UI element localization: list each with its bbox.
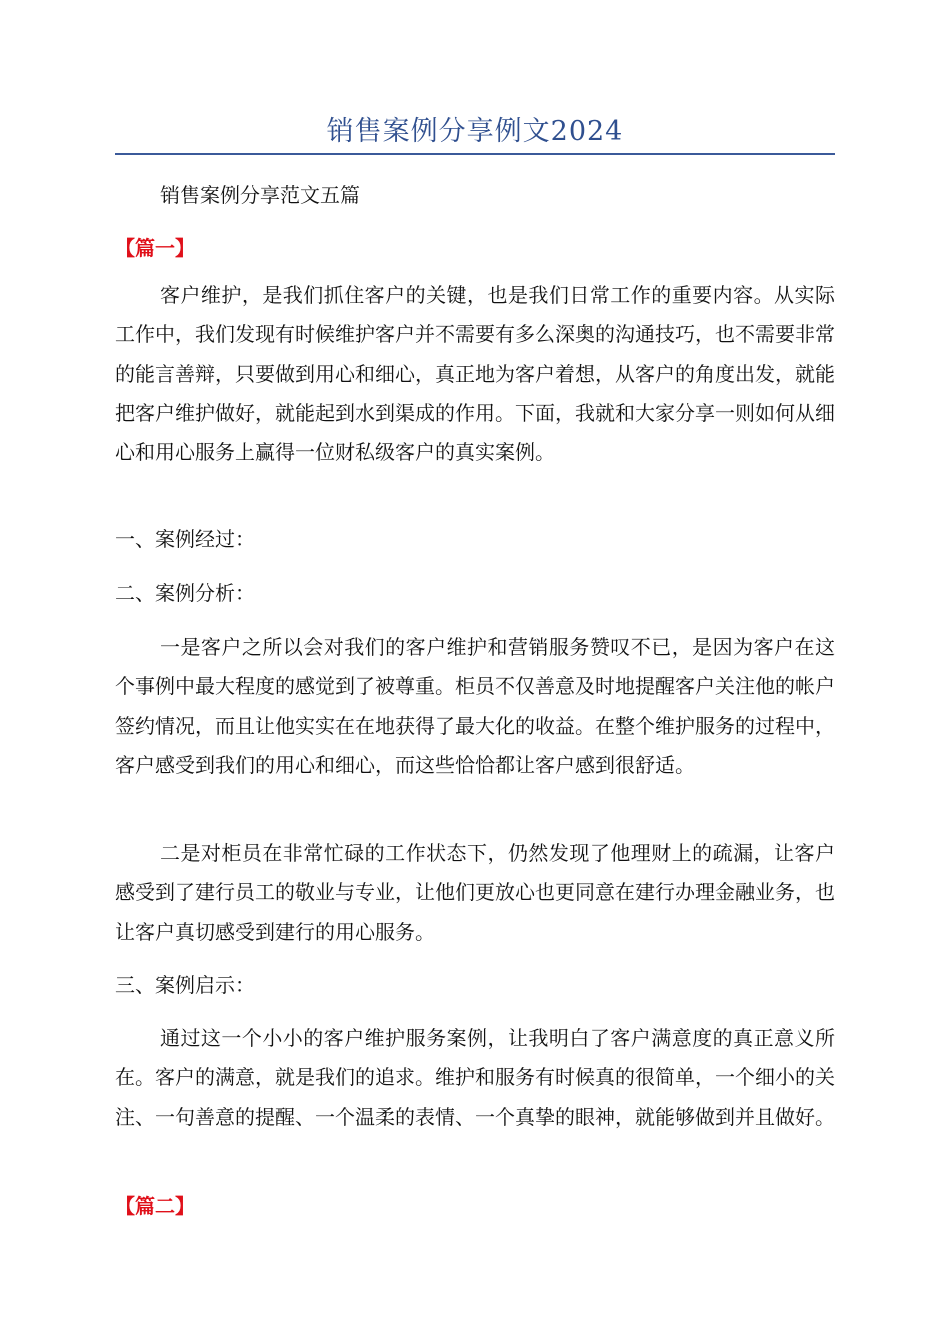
document-subtitle: 销售案例分享范文五篇 bbox=[160, 183, 360, 207]
title-underline bbox=[115, 153, 835, 155]
section-heading-2: 【篇二】 bbox=[115, 1194, 195, 1218]
document-title: 销售案例分享例文2024 bbox=[326, 116, 624, 147]
section-heading-1: 【篇一】 bbox=[115, 236, 195, 260]
analysis-paragraph-2: 二是对柜员在非常忙碌的工作状态下，仍然发现了他理财上的疏漏，让客户感受到了建行员工的敬业与专业，让他们更放心也更同意在建行办理金融业务，也让客户真切感受到建行的用心服务。 bbox=[115, 841, 835, 944]
insight-paragraph: 通过这一个小小的客户维护服务案例，让我明白了客户满意度的真正意义所在。客户的满意，就是我们的追求。维护和服务有时候真的很简单，一个细小的关注、一句善意的提醒、一个温柔的表情、一个真挚的眼神，就能够做到并且做好。 bbox=[115, 1026, 835, 1129]
case-analysis-heading: 二、案例分析： bbox=[115, 581, 255, 605]
case-insight-heading: 三、案例启示： bbox=[115, 973, 255, 997]
analysis-paragraph-1: 一是客户之所以会对我们的客户维护和营销服务赞叹不已，是因为客户在这个事例中最大程度的感觉到了被尊重。柜员不仅善意及时地提醒客户关注他的帐户签约情况，而且让他实实在在地获得了最大化的收益。在整个维护服务的过程中，客户感受到我们的用心和细心，而这些恰恰都让客户感到很舒适。 bbox=[115, 635, 835, 777]
case-process-heading: 一、案例经过： bbox=[115, 527, 255, 551]
intro-paragraph: 客户维护，是我们抓住客户的关键，也是我们日常工作的重要内容。从实际工作中，我们发现有时候维护客户并不需要有多么深奥的沟通技巧，也不需要非常的能言善辩，只要做到用心和细心，真正地为客户着想，从客户的角度出发，就能把客户维护做好，就能起到水到渠成的作用。下面，我就和大家分享一则如何从细心和用心服务上赢得一位财私级客户的真实案例。 bbox=[115, 283, 835, 465]
